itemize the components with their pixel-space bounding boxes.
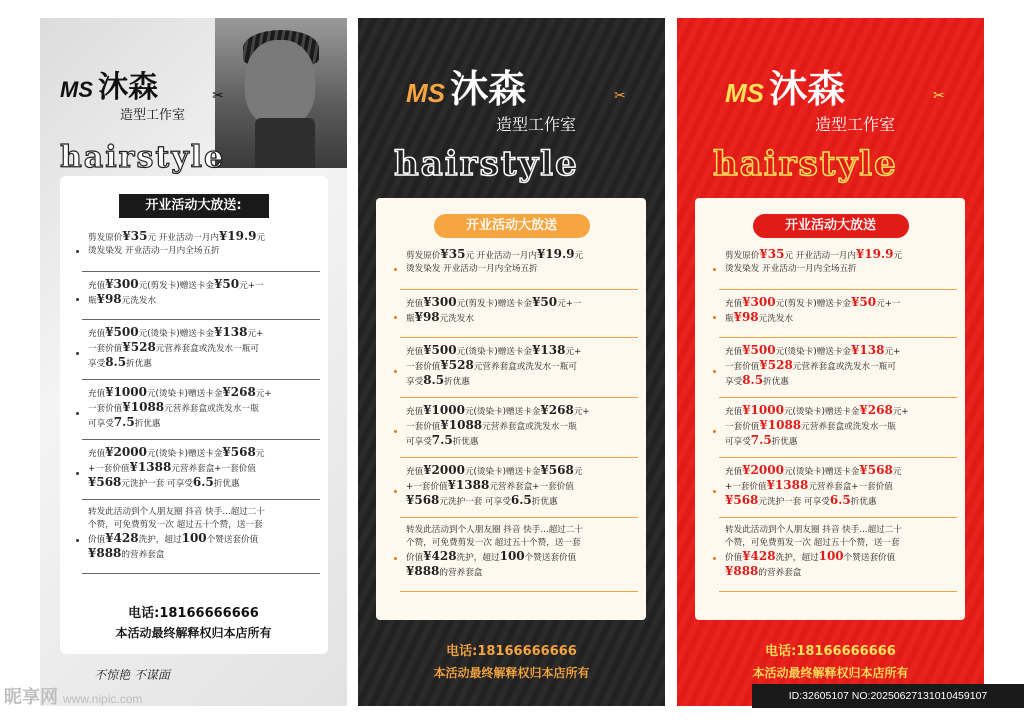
watermark-site: 昵享网 (4, 687, 58, 707)
highlight-value: ¥2000 (742, 463, 784, 477)
item-text: 折优惠 (134, 419, 161, 429)
logo-subtitle: 造型工作室 (496, 115, 577, 134)
logo-ms: MS (725, 78, 764, 108)
item-text: 剪发原价 (88, 233, 123, 243)
item-line (88, 293, 320, 308)
item-text: 元 (892, 467, 902, 477)
item-text: 享受 (88, 359, 106, 369)
item-text: 元营养套盒+一套价值 (808, 482, 893, 492)
item-text: 的营养套盒 (758, 568, 802, 578)
item-text: 元营养套盒或洗发水一瓶可 (473, 362, 577, 372)
highlight-value: ¥50 (532, 295, 558, 309)
highlight-value: 8.5 (742, 373, 764, 387)
item-text: 元+一 (876, 299, 901, 309)
highlight-value: ¥268 (540, 403, 574, 417)
highlight-value: ¥888 (88, 546, 122, 560)
item-line (406, 248, 638, 263)
item-text: 烫发染发 开业活动一月内全场五折 (88, 246, 220, 256)
logo-ms: MS (406, 78, 445, 108)
bullet-dot-icon (394, 557, 397, 560)
logo-name: 沐森 (98, 70, 159, 105)
item-text: 元洗护一套 可享受 (439, 497, 511, 507)
highlight-value: 7.5 (113, 415, 135, 429)
highlight-value: ¥138 (532, 343, 566, 357)
item-line (406, 479, 638, 494)
item-text: 充值 (88, 329, 106, 339)
list-item (394, 294, 638, 338)
item-text: 元(烫染卡)赠送卡金 (775, 347, 852, 357)
item-text: 个赞，可免费剪发一次 超过五十个赞，送一套 (725, 538, 900, 548)
highlight-value: ¥528 (759, 358, 793, 372)
item-text: 可享受 (88, 419, 114, 429)
list-item (394, 342, 638, 398)
brand-logo (60, 62, 224, 123)
highlight-value: ¥500 (105, 325, 139, 339)
highlight-value: ¥568 (725, 493, 759, 507)
item-text: 一套价值 (88, 404, 123, 414)
highlight-value: ¥50 (851, 295, 877, 309)
highlight-value: ¥19.9 (218, 229, 257, 243)
bullet-dot-icon (76, 412, 79, 415)
list-item (76, 384, 320, 440)
highlight-value: 100 (818, 549, 844, 563)
item-text: 享受 (406, 377, 424, 387)
item-text: 折优惠 (531, 497, 558, 507)
highlight-value: ¥300 (423, 295, 457, 309)
item-text: 充值 (88, 449, 106, 459)
list-item (76, 444, 320, 500)
item-text: 元(剪发卡)赠送卡金 (138, 281, 215, 291)
bullet-dot-icon (394, 430, 397, 433)
item-line (725, 344, 957, 359)
rights-notice: 本活动最终解释权归本店所有 (433, 666, 590, 680)
item-text: 充值 (725, 347, 743, 357)
item-line (88, 386, 320, 401)
item-line (725, 248, 957, 263)
item-line (88, 506, 320, 519)
item-text: 元营养套盒+一套价值 (489, 482, 574, 492)
phone-number: 电话:18166666666 (446, 644, 577, 659)
promo-list (394, 246, 638, 596)
promo-list (76, 228, 320, 578)
highlight-value: ¥2000 (423, 463, 465, 477)
item-line (406, 344, 638, 359)
highlight-value: ¥888 (725, 564, 759, 578)
phone-number: 电话:18166666666 (128, 606, 259, 621)
item-text: 瓶 (88, 296, 97, 306)
item-text: 充值 (725, 299, 743, 309)
item-text: 元洗发水 (758, 314, 794, 324)
item-line (725, 311, 957, 326)
highlight-value: ¥568 (859, 463, 893, 477)
item-text: +一套价值 (725, 482, 767, 492)
item-text: 转发此活动到个人朋友圈 抖音 快手...超过二十 (88, 507, 265, 517)
highlight-value: ¥98 (96, 292, 122, 306)
item-line (725, 524, 957, 537)
item-text: 元(剪发卡)赠送卡金 (775, 299, 852, 309)
brand-logo (406, 58, 626, 134)
item-text: 元营养套盒或洗发水一瓶可 (155, 344, 259, 354)
item-text: 折优惠 (444, 377, 470, 387)
item-line (725, 296, 957, 311)
highlight-value: 7.5 (431, 433, 453, 447)
promo-list (713, 246, 957, 596)
bullet-dot-icon (394, 268, 397, 271)
highlight-value: ¥300 (105, 277, 139, 291)
item-text: 元(烫染卡)赠送卡金 (783, 467, 860, 477)
item-text: 一套价值 (406, 422, 441, 432)
item-text: 剪发原价 (406, 251, 441, 261)
item-text: 充值 (406, 407, 424, 417)
item-text: 洗护，超过 (138, 535, 182, 545)
highlight-value: 8.5 (423, 373, 445, 387)
item-text: 元(烫染卡)赠送卡金 (146, 389, 223, 399)
highlight-value: ¥568 (540, 463, 574, 477)
item-text: 个赞送套价值 (843, 553, 896, 563)
item-text: 充值 (88, 281, 106, 291)
item-line (406, 419, 638, 434)
item-line (88, 230, 320, 245)
logo-subtitle: 造型工作室 (815, 115, 896, 134)
bullet-dot-icon (76, 352, 79, 355)
item-line (406, 263, 638, 276)
highlight-value: ¥1388 (129, 460, 172, 474)
phone-number: 电话:18166666666 (765, 644, 896, 659)
item-line (406, 524, 638, 537)
highlight-value: ¥1388 (766, 478, 809, 492)
item-text: 元+ (255, 389, 272, 399)
highlight-value: ¥500 (742, 343, 776, 357)
list-item (76, 324, 320, 380)
highlight-value: ¥500 (423, 343, 457, 357)
item-text: 元 开业活动一月内 (784, 251, 856, 261)
highlight-value: ¥268 (222, 385, 256, 399)
item-line (88, 341, 320, 356)
item-text: 元(烫染卡)赠送卡金 (464, 467, 541, 477)
item-text: 剪发原价 (725, 251, 760, 261)
item-line (725, 419, 957, 434)
highlight-value: ¥428 (105, 531, 139, 545)
item-text: 元 (256, 233, 266, 243)
item-line (406, 464, 638, 479)
item-text: 元+ (884, 347, 901, 357)
item-text: 折优惠 (452, 437, 479, 447)
item-text: 一套价值 (725, 422, 760, 432)
highlight-value: ¥2000 (105, 445, 147, 459)
image-id-bar: ID:32605107 NO:20250627131010459107 (752, 684, 1024, 708)
scissors-icon: ✂ (212, 88, 224, 104)
item-text: 元+ (565, 347, 582, 357)
item-text: 充值 (725, 407, 743, 417)
item-text: 烫发染发 开业活动一月内全场五折 (725, 264, 857, 274)
item-text: 个赞送套价值 (206, 535, 259, 545)
highlight-value: ¥568 (406, 493, 440, 507)
item-text: 元(烫染卡)赠送卡金 (456, 347, 533, 357)
promo-title: 开业活动大放送 (753, 214, 909, 238)
item-line (88, 476, 320, 491)
highlight-value: ¥428 (742, 549, 776, 563)
bullet-dot-icon (713, 370, 716, 373)
item-line (725, 550, 957, 565)
highlight-value: 8.5 (105, 355, 127, 369)
item-text: 价值 (406, 553, 424, 563)
item-line (725, 479, 957, 494)
item-line (406, 296, 638, 311)
highlight-value: ¥98 (733, 310, 759, 324)
item-text: 元(烫染卡)赠送卡金 (464, 407, 541, 417)
item-text: 元营养套盒或洗发水一瓶 (164, 404, 259, 414)
highlight-value: ¥35 (759, 247, 785, 261)
list-item (76, 504, 320, 574)
item-line (406, 565, 638, 580)
highlight-value: ¥888 (406, 564, 440, 578)
item-text: 折优惠 (850, 497, 877, 507)
item-text: 一套价值 (88, 344, 123, 354)
bullet-dot-icon (713, 430, 716, 433)
list-item (713, 294, 957, 338)
item-text: 转发此活动到个人朋友圈 抖音 快手...超过二十 (725, 525, 902, 535)
item-text: 的营养套盒 (439, 568, 483, 578)
item-line (88, 547, 320, 562)
item-line (406, 494, 638, 509)
bullet-dot-icon (76, 250, 79, 253)
item-text: 元(烫染卡)赠送卡金 (146, 449, 223, 459)
item-text: 充值 (406, 467, 424, 477)
highlight-value: ¥138 (214, 325, 248, 339)
item-text: 一套价值 (725, 362, 760, 372)
item-text: 的营养套盒 (121, 550, 165, 560)
item-text: 一套价值 (406, 362, 441, 372)
rights-notice: 本活动最终解释权归本店所有 (752, 666, 909, 680)
list-item (713, 462, 957, 518)
item-line (406, 404, 638, 419)
item-text: 元洗发水 (439, 314, 475, 324)
item-text: 元+ (247, 329, 264, 339)
list-item (394, 462, 638, 518)
highlight-value: ¥98 (414, 310, 440, 324)
item-text: 元 (574, 251, 584, 261)
item-line (88, 532, 320, 547)
list-item (713, 402, 957, 458)
hairstyle-text: hairstyle (60, 140, 226, 175)
item-text: 充值 (88, 389, 106, 399)
watermark-url: www.nipic.com (63, 692, 143, 706)
item-text: 元洗护一套 可享受 (758, 497, 830, 507)
item-text: 瓶 (725, 314, 734, 324)
scissors-icon: ✂ (614, 88, 626, 104)
bullet-dot-icon (394, 490, 397, 493)
item-line (88, 326, 320, 341)
highlight-value: ¥1000 (423, 403, 465, 417)
highlight-value: ¥35 (440, 247, 466, 261)
logo-ms: MS (60, 77, 93, 102)
list-item (713, 246, 957, 290)
item-text: 个赞，可免费剪发一次 超过五十个赞，送一套 (406, 538, 581, 548)
list-item (713, 342, 957, 398)
list-item (394, 522, 638, 592)
item-text: 元(剪发卡)赠送卡金 (456, 299, 533, 309)
item-text: 折优惠 (763, 377, 789, 387)
highlight-value: ¥1088 (122, 400, 165, 414)
item-line (88, 446, 320, 461)
item-text: 元 开业活动一月内 (465, 251, 537, 261)
highlight-value: ¥568 (222, 445, 256, 459)
highlight-value: ¥528 (122, 340, 156, 354)
item-line (725, 434, 957, 449)
highlight-value: 6.5 (829, 493, 851, 507)
item-text: 折优惠 (771, 437, 798, 447)
highlight-value: 100 (181, 531, 207, 545)
promo-title: 开业活动大放送 (434, 214, 590, 238)
list-item (394, 246, 638, 290)
item-text: 元营养套盒或洗发水一瓶 (482, 422, 577, 432)
bullet-dot-icon (713, 268, 716, 271)
list-item (394, 402, 638, 458)
item-text: 元洗发水 (121, 296, 157, 306)
highlight-value: ¥1088 (759, 418, 802, 432)
item-line (725, 263, 957, 276)
bullet-dot-icon (713, 316, 716, 319)
highlight-value: 7.5 (750, 433, 772, 447)
item-text: 充值 (406, 299, 424, 309)
list-item (713, 522, 957, 592)
item-text: 元 开业活动一月内 (147, 233, 219, 243)
item-line (725, 464, 957, 479)
item-text: 个赞，可免费剪发一次 超过五十个赞，送一套 (88, 520, 263, 530)
poster-grey (40, 18, 347, 706)
scissors-icon: ✂ (933, 88, 945, 104)
highlight-value: ¥35 (122, 229, 148, 243)
item-line (88, 461, 320, 476)
item-line (406, 359, 638, 374)
item-text: 元营养套盒+一套价值 (171, 464, 256, 474)
item-line (88, 401, 320, 416)
item-line (725, 404, 957, 419)
slogan: 不惊艳 不谋面 (94, 668, 170, 682)
list-item (76, 276, 320, 320)
item-line (406, 434, 638, 449)
item-text: 元+ (892, 407, 909, 417)
bullet-dot-icon (394, 370, 397, 373)
item-line (406, 311, 638, 326)
poster-black (358, 18, 665, 706)
item-text: 折优惠 (213, 479, 240, 489)
bullet-dot-icon (76, 472, 79, 475)
highlight-value: ¥19.9 (855, 247, 894, 261)
item-text: 个赞送套价值 (524, 553, 577, 563)
highlight-value: ¥268 (859, 403, 893, 417)
item-text: 元营养套盒或洗发水一瓶 (801, 422, 896, 432)
item-line (725, 374, 957, 389)
logo-name: 沐森 (769, 66, 846, 111)
highlight-value: 6.5 (192, 475, 214, 489)
highlight-value: 100 (499, 549, 525, 563)
item-text: 洗护，超过 (456, 553, 500, 563)
item-line (406, 550, 638, 565)
bullet-dot-icon (394, 316, 397, 319)
logo-subtitle: 造型工作室 (120, 108, 186, 123)
item-text: 洗护，超过 (775, 553, 819, 563)
item-line (725, 494, 957, 509)
item-text: 元营养套盒或洗发水一瓶可 (792, 362, 896, 372)
item-text: 元+ (573, 407, 590, 417)
item-text: 充值 (406, 347, 424, 357)
item-text: 价值 (88, 535, 106, 545)
item-text: 烫发染发 开业活动一月内全场五折 (406, 264, 538, 274)
item-text: 元+一 (557, 299, 582, 309)
highlight-value: ¥1000 (105, 385, 147, 399)
item-text: 价值 (725, 553, 743, 563)
item-text: 元 (893, 251, 903, 261)
highlight-value: ¥1388 (447, 478, 490, 492)
item-line (725, 359, 957, 374)
site-watermark (4, 683, 142, 709)
item-text: 瓶 (406, 314, 415, 324)
brand-logo (725, 58, 945, 134)
model-photo (215, 18, 347, 168)
item-text: +一套价值 (406, 482, 448, 492)
rights-notice: 本活动最终解释权归本店所有 (115, 626, 272, 640)
item-text: 充值 (725, 467, 743, 477)
highlight-value: ¥50 (214, 277, 240, 291)
item-line (88, 416, 320, 431)
item-text: 元(烫染卡)赠送卡金 (138, 329, 215, 339)
item-line (88, 356, 320, 371)
item-line (725, 565, 957, 580)
bullet-dot-icon (76, 539, 79, 542)
highlight-value: ¥428 (423, 549, 457, 563)
logo-name: 沐森 (450, 66, 527, 111)
hairstyle-text: hairstyle (394, 144, 579, 184)
item-text: +一套价值 (88, 464, 130, 474)
item-text: 可享受 (725, 437, 751, 447)
highlight-value: ¥19.9 (536, 247, 575, 261)
hairstyle-text: hairstyle (713, 144, 898, 184)
item-text: 元 (573, 467, 583, 477)
item-text: 元洗护一套 可享受 (121, 479, 193, 489)
item-text: 元 (255, 449, 265, 459)
bullet-dot-icon (76, 298, 79, 301)
highlight-value: ¥1088 (440, 418, 483, 432)
highlight-value: ¥138 (851, 343, 885, 357)
item-text: 享受 (725, 377, 743, 387)
highlight-value: ¥568 (88, 475, 122, 489)
highlight-value: 6.5 (510, 493, 532, 507)
item-text: 可享受 (406, 437, 432, 447)
bullet-dot-icon (713, 557, 716, 560)
highlight-value: ¥528 (440, 358, 474, 372)
item-text: 元(烫染卡)赠送卡金 (783, 407, 860, 417)
item-text: 折优惠 (126, 359, 152, 369)
highlight-value: ¥1000 (742, 403, 784, 417)
promo-title: 开业活动大放送: (119, 194, 269, 218)
item-line (406, 374, 638, 389)
item-text: 转发此活动到个人朋友圈 抖音 快手...超过二十 (406, 525, 583, 535)
list-item (76, 228, 320, 272)
poster-red (677, 18, 984, 706)
item-text: 元+一 (239, 281, 264, 291)
highlight-value: ¥300 (742, 295, 776, 309)
item-line (88, 245, 320, 258)
bullet-dot-icon (713, 490, 716, 493)
item-line (88, 278, 320, 293)
